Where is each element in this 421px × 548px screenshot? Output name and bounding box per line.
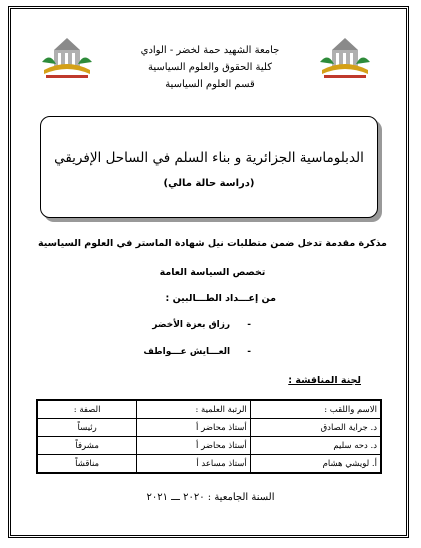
table-cell: مناقشاً bbox=[37, 455, 137, 474]
specialty-line: تخصص السياسة العامة bbox=[159, 267, 266, 278]
jury-table bbox=[36, 399, 382, 474]
prepared-by-label: من إعـــداد الطـــالبين : bbox=[165, 293, 276, 304]
list-dash: - bbox=[247, 320, 251, 330]
university-logo-icon bbox=[40, 36, 94, 80]
memo-statement: مذكرة مقدمة تدخل ضمن متطلبات نيل شهادة الماستر في العلوم السياسية bbox=[38, 238, 387, 249]
university-logo-icon bbox=[318, 36, 372, 80]
student-name: رزاق بعزة الأخضر bbox=[152, 320, 231, 330]
table-cell: أستاذ محاضر أ bbox=[137, 419, 251, 437]
university-name: جامعة الشهيد حمة لخضر - الوادي bbox=[140, 45, 280, 56]
table-cell: أ. لويشي هشام bbox=[250, 455, 381, 474]
faculty-name: كلية الحقوق والعلوم السياسية bbox=[148, 62, 272, 73]
thesis-subtitle: (دراسة حالة مالي) bbox=[163, 178, 255, 189]
table-row bbox=[37, 455, 381, 474]
table-header-row bbox=[37, 400, 381, 419]
title-box bbox=[40, 116, 378, 218]
column-header-rank: الرتبة العلمية : bbox=[137, 400, 251, 419]
table-cell: أستاذ محاضر أ bbox=[137, 437, 251, 455]
academic-year: السنة الجامعية : ٢٠٢٠ ـــ ٢٠٢١ bbox=[146, 492, 275, 503]
student-item bbox=[152, 320, 251, 330]
table-cell: د. دحه سليم bbox=[250, 437, 381, 455]
list-dash: - bbox=[247, 347, 251, 357]
column-header-name: الاسم واللقب : bbox=[250, 400, 381, 419]
table-cell: مشرفاً bbox=[37, 437, 137, 455]
table-row bbox=[37, 419, 381, 437]
table-cell: رئيساً bbox=[37, 419, 137, 437]
table-row bbox=[37, 437, 381, 455]
logo-caption bbox=[39, 80, 95, 84]
thesis-title: الدبلوماسية الجزائرية و بناء السلم في الساحل الإفريقي bbox=[54, 150, 364, 166]
department-name: قسم العلوم السياسية bbox=[165, 79, 255, 90]
student-item bbox=[143, 347, 251, 357]
student-name: العـــايش عـــواطف bbox=[143, 347, 231, 357]
table-cell: د. جراية الصادق bbox=[250, 419, 381, 437]
table-cell: أستاذ مساعد أ bbox=[137, 455, 251, 474]
column-header-role: الصفة : bbox=[37, 400, 137, 419]
committee-label: لجنة المناقشة : bbox=[288, 375, 361, 386]
